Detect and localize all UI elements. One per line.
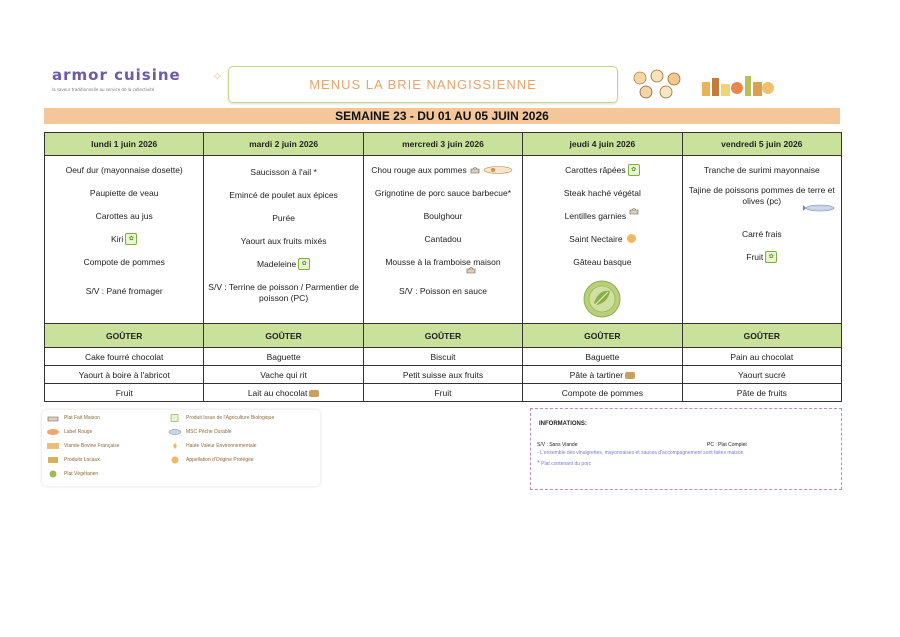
snack-item: Pâte à tartiner bbox=[523, 366, 682, 384]
day-header: mercredi 3 juin 2026 bbox=[363, 133, 522, 156]
label-rouge-icon bbox=[46, 428, 60, 436]
brand-logo bbox=[52, 66, 182, 96]
gouter-header: GOÛTER bbox=[682, 324, 841, 348]
meal-item: Mousse à la framboise maison bbox=[364, 250, 522, 273]
meal-item: Boulghour bbox=[423, 210, 463, 221]
meal-item: Steak haché végétal bbox=[563, 187, 641, 198]
snack-item: Biscuit bbox=[363, 348, 522, 366]
snack-item: Baguette bbox=[204, 348, 363, 366]
msc-fish-icon bbox=[168, 428, 182, 436]
brand-tagline: la saveur traditionnelle au service de la collectivité bbox=[52, 87, 155, 92]
meal-item: Compote de pommes bbox=[83, 256, 165, 267]
meal-item: S/V : Terrine de poisson / Parmentier de poisson (PC) bbox=[208, 281, 359, 303]
meal-item: Purée bbox=[272, 212, 295, 223]
brand-name: armor cuisine bbox=[52, 66, 181, 84]
meal-item: S/V : Poisson en sauce bbox=[399, 286, 487, 296]
meal-item: Saucisson à l'ail * bbox=[250, 166, 317, 177]
meal-item: Carré frais bbox=[741, 228, 782, 239]
meal-item: Carottes râpées ✿ bbox=[523, 158, 681, 181]
aop-icon bbox=[627, 234, 636, 243]
snack-item: Pain au chocolat bbox=[682, 348, 841, 366]
gouter-header-row bbox=[45, 324, 842, 348]
homemade-icon bbox=[46, 414, 60, 422]
meal-item: Chou rouge aux pommes bbox=[364, 158, 522, 181]
day-header: vendredi 5 juin 2026 bbox=[682, 133, 841, 156]
meal-item: Oeuf dur (mayonnaise dosette) bbox=[65, 164, 183, 175]
day-header: mardi 2 juin 2026 bbox=[204, 133, 363, 156]
meal-item: Tranche de surimi mayonnaise bbox=[703, 164, 820, 175]
meal-cell-thursday bbox=[523, 156, 682, 324]
meal-item: Cantadou bbox=[424, 233, 462, 244]
homemade-icon bbox=[469, 165, 481, 174]
organic-icon: ✿ bbox=[298, 258, 310, 270]
day-header: lundi 1 juin 2026 bbox=[45, 133, 204, 156]
legend-item: Viande Bovine Française bbox=[46, 442, 120, 450]
organic-icon: ✿ bbox=[125, 233, 137, 245]
meal-item: Lentilles garnies bbox=[523, 204, 681, 227]
legend-item: Haute Valeur Environnementale bbox=[168, 442, 257, 450]
snack-item: Yaourt sucré bbox=[682, 366, 841, 384]
meal-item: Emincé de poulet aux épices bbox=[229, 189, 338, 200]
info-pork: * Plat contenant du porc bbox=[537, 460, 592, 467]
meal-cell-monday bbox=[45, 156, 204, 324]
meal-item: Saint Nectaire bbox=[523, 227, 681, 250]
gouter-header: GOÛTER bbox=[523, 324, 682, 348]
organic-icon bbox=[168, 414, 182, 422]
food-plates-icon bbox=[628, 68, 686, 100]
fish-dish-icon bbox=[481, 165, 515, 174]
week-banner bbox=[44, 108, 840, 124]
gouter-row bbox=[45, 348, 842, 366]
local-product-icon bbox=[309, 390, 319, 397]
legend bbox=[42, 410, 320, 486]
msc-fish-icon bbox=[803, 203, 837, 212]
organic-icon: ✿ bbox=[765, 251, 777, 263]
vegetarian-icon bbox=[46, 470, 60, 478]
snack-item: Vache qui rit bbox=[204, 366, 363, 384]
day-header: jeudi 4 juin 2026 bbox=[523, 133, 682, 156]
meal-item: Carottes au jus bbox=[95, 210, 153, 221]
local-product-icon bbox=[625, 372, 635, 379]
day-header-row bbox=[45, 133, 842, 156]
gouter-header: GOÛTER bbox=[204, 324, 363, 348]
gouter-row bbox=[45, 366, 842, 384]
info-box bbox=[530, 408, 842, 490]
snack-item: Fruit bbox=[363, 384, 522, 402]
legend-item: Plat Fait Maison bbox=[46, 414, 100, 422]
legend-item: Produit Issue de l'Agriculture Biologique bbox=[168, 414, 274, 422]
meal-item: Paupiette de veau bbox=[89, 187, 159, 198]
meal-cell-friday bbox=[682, 156, 841, 324]
gouter-header: GOÛTER bbox=[45, 324, 204, 348]
menu-title: MENUS LA BRIE NANGISSIENNE bbox=[309, 77, 537, 92]
meal-item: Madeleine ✿ bbox=[204, 252, 362, 275]
snack-item: Fruit bbox=[45, 384, 204, 402]
info-pc: PC : Plat Complet bbox=[707, 442, 747, 448]
snack-item: Petit suisse aux fruits bbox=[363, 366, 522, 384]
meal-item: Grignotine de porc sauce barbecue* bbox=[374, 187, 512, 198]
meals-row bbox=[45, 156, 842, 324]
legend-item: Label Rouge bbox=[46, 428, 92, 436]
legend-item: Appellation d'Origine Protégée bbox=[168, 456, 254, 464]
meal-item: Kiri ✿ bbox=[45, 227, 203, 250]
star-decoration-icon: ✧ bbox=[212, 70, 223, 85]
hve-icon bbox=[168, 442, 182, 450]
info-title: INFORMATIONS: bbox=[539, 421, 587, 427]
menu-title-box bbox=[228, 66, 618, 103]
french-beef-icon bbox=[46, 442, 60, 450]
legend-item: Produits Locaux bbox=[46, 456, 100, 464]
gouter-header: GOÛTER bbox=[363, 324, 522, 348]
menu-table bbox=[44, 132, 842, 402]
meal-cell-tuesday bbox=[204, 156, 363, 324]
week-label: SEMAINE 23 - DU 01 AU 05 JUIN 2026 bbox=[335, 109, 549, 123]
snack-item: Lait au chocolat bbox=[204, 384, 363, 402]
snack-item: Cake fourré chocolat bbox=[45, 348, 204, 366]
legend-item: MSC Pêche Durable bbox=[168, 428, 232, 436]
info-note: - L'ensemble des vinaigrettes, mayonnaises et sauces d'accompagnement sont faites maison bbox=[537, 450, 744, 456]
meal-item: Fruit ✿ bbox=[683, 245, 841, 268]
snack-item: Pâte de fruits bbox=[682, 384, 841, 402]
pork-star: * bbox=[537, 460, 540, 467]
meal-item: Tajine de poissons pommes de terre et olives (pc) bbox=[683, 181, 841, 210]
vegetarian-dish-icon bbox=[579, 279, 625, 319]
food-items-icon bbox=[700, 68, 776, 100]
meal-cell-wednesday bbox=[363, 156, 522, 324]
homemade-icon bbox=[628, 206, 640, 215]
aop-icon bbox=[168, 456, 182, 464]
organic-icon: ✿ bbox=[628, 164, 640, 176]
gouter-row bbox=[45, 384, 842, 402]
meal-item: Gâteau basque bbox=[573, 256, 632, 267]
meal-item: Yaourt aux fruits mixés bbox=[240, 235, 327, 246]
legend-item: Plat Végétarien bbox=[46, 470, 98, 478]
snack-item: Yaourt à boire à l'abricot bbox=[45, 366, 204, 384]
meal-item: S/V : Pané fromager bbox=[85, 286, 163, 296]
snack-item: Compote de pommes bbox=[523, 384, 682, 402]
info-sv: S/V : Sans Viande bbox=[537, 442, 578, 448]
snack-item: Baguette bbox=[523, 348, 682, 366]
local-product-icon bbox=[46, 456, 60, 464]
